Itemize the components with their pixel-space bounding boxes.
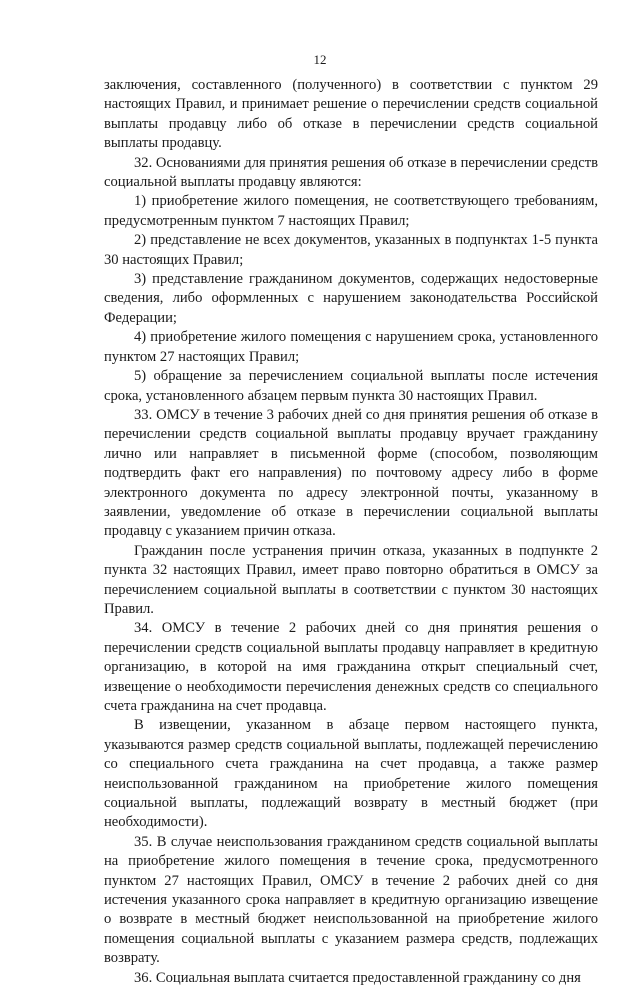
list-item: 5) обращение за перечислением социальной выплаты после истечения срока, установленного абзацем первым пункта 30 настоящих Правил.	[104, 368, 598, 404]
list-item: 4) приобретение жилого помещения с нарушением срока, установленного пунктом 27 настоящих Правил;	[104, 329, 598, 365]
page-number: 12	[313, 52, 327, 67]
paragraph: 35. В случае неиспользования гражданином средств социальной выплаты на приобретение жилого помещения в течение срока, предусмотренного пунктом 27 настоящих Правил, ОМСУ в течение 2 рабочих дней со дня истечения указанного срока направляет в кредитную организацию извещение о возврате в местный бюджет неиспользованной на приобретение жилого помещения социальной выплаты с указанием размера средств, подлежащих возврату.	[104, 833, 598, 967]
paragraph: Гражданин после устранения причин отказа, указанных в подпункте 2 пункта 32 настоящих Правил, имеет право повторно обратиться в ОМСУ за перечислением социальной выплаты в соответствии с пунктом 30 настоящих Правил.	[104, 542, 598, 617]
list-item: 1) приобретение жилого помещения, не соответствующего требованиям, предусмотренным пунктом 7 настоящих Правил;	[104, 193, 598, 229]
paragraph: 33. ОМСУ в течение 3 рабочих дней со дня принятия решения об отказе в перечислении средств социальной выплаты продавцу вручает гражданину лично или направляет в письменной форме (способом, позволяющим подтвердить факт его направления) по почтовому адресу либо в форме электронного документа по адресу электронной почты, указанному в заявлении, уведомление об отказе в перечислении социальной выплаты продавцу с указанием причин отказа.	[104, 406, 598, 540]
paragraph: 34. ОМСУ в течение 2 рабочих дней со дня принятия решения о перечислении средств социальной выплаты продавцу направляет в кредитную организацию, в которой на имя гражданина открыт специальный счет, извещение о необходимости перечисления денежных средств со специального счета гражданина на счет продавца.	[104, 620, 598, 714]
paragraph: 36. Социальная выплата считается предоставленной гражданину со дня	[134, 969, 581, 986]
document-body	[104, 76, 598, 988]
list-item: 2) представление не всех документов, указанных в подпунктах 1-5 пункта 30 настоящих Правил;	[104, 232, 598, 268]
list-item: 3) представление гражданином документов, содержащих недостоверные сведения, либо оформленных с нарушением законодательства Российской Федерации;	[104, 271, 598, 326]
paragraph: заключения, составленного (полученного) в соответствии с пунктом 29 настоящих Правил, и принимает решение о перечислении средств социальной выплаты продавцу либо об отказе в перечислении средств социальной выплаты продавцу.	[104, 77, 598, 152]
paragraph: В извещении, указанном в абзаце первом настоящего пункта, указываются размер средств социальной выплаты, подлежащей перечислению со специального счета гражданина на счет продавца, а также размер неиспользованной гражданином на приобретение жилого помещения социальной выплаты, подлежащий возврату в местный бюджет (при необходимости).	[104, 717, 598, 831]
paragraph: 32. Основаниями для принятия решения об отказе в перечислении средств социальной выплаты продавцу являются:	[104, 154, 598, 191]
